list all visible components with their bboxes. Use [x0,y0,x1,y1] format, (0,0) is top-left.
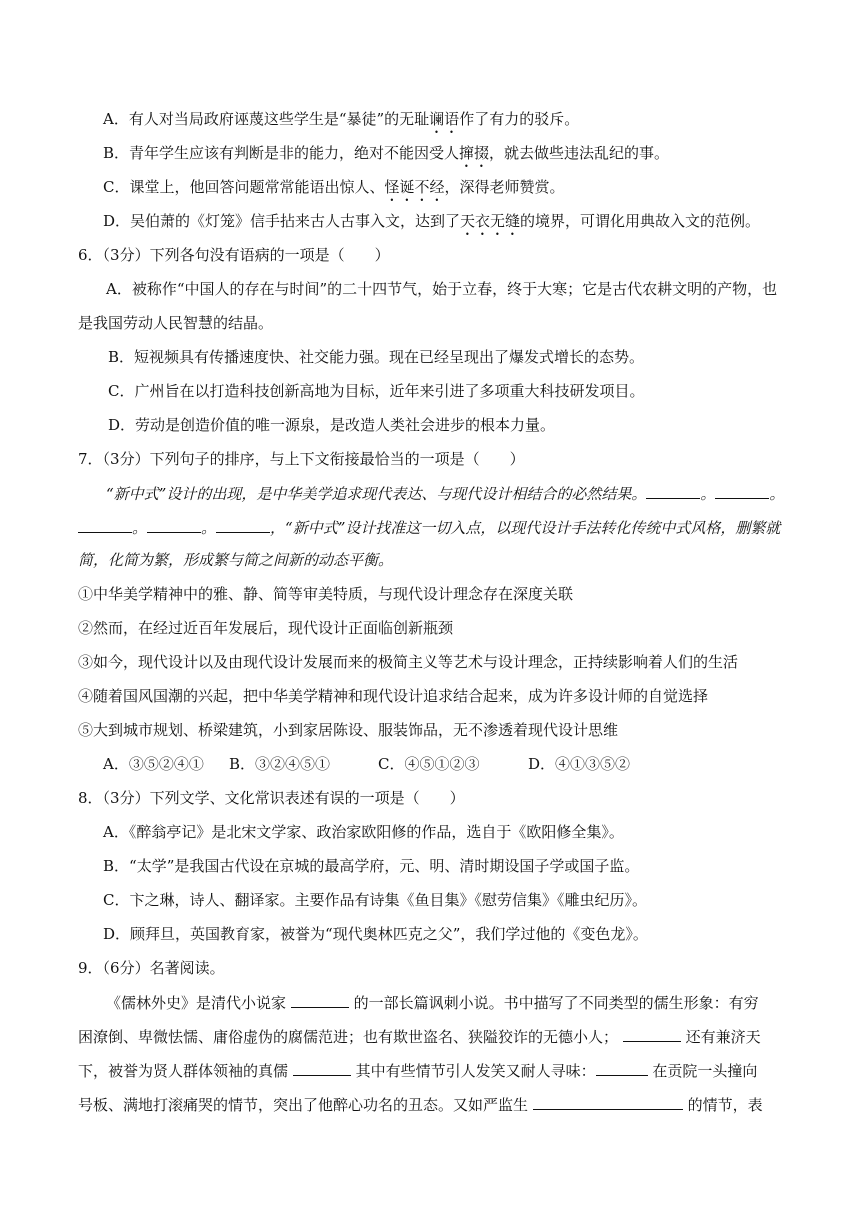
q9-stem: 9．（6分）名著阅读。 [78,959,225,977]
answer-blank[interactable] [291,992,349,1008]
q8-option-d: D．顾拜旦，英国教育家，被誉为“现代奥林匹克之父”，我们学过他的《变色龙》。 [103,925,648,943]
q6-option-c: C．广州旨在以打造科技创新高地为目标，近年来引进了多项重大科技研发项目。 [108,382,645,400]
answer-blank[interactable] [623,1026,681,1042]
answer-blank[interactable] [533,1094,683,1110]
q7-sentence-3: ③如今，现代设计以及由现代设计发展而来的极简主义等艺术与设计理念，正持续影响着人们的生活 [78,653,739,671]
q8-option-c: C．卞之琳，诗人、翻译家。主要作品有诗集《鱼目集》《慰劳信集》《雕虫纪历》。 [103,891,647,909]
q7-sentence-5: ⑤大到城市规划、桥梁建筑，小到家居陈设、服装饰品，无不渗透着现代设计思维 [78,721,619,739]
q7-passage-line-1: “新中式”设计的出现，是中华美学追求现代表达、与现代设计相结合的必然结果。 。 。 [106,485,785,503]
q9-paragraph-line-2: 困潦倒、卑微怯懦、庸俗虚伪的腐儒范进；也有欺世盗名、狭隘狡诈的无德小人； 还有兼济天 [78,1028,761,1046]
answer-blank[interactable] [596,1060,648,1076]
q7-option-d: D．④①③⑤② [528,755,631,773]
blank [147,517,201,533]
q7-option-a: A．③⑤②④① [103,755,204,773]
q5-option-a: A．有人对当局政府诬蔑这些学生是“暴徒”的无耻谰语作了有力的驳斥。 [103,110,580,128]
q6-stem: 6．（3分）下列各句没有语病的一项是（ ） [78,246,390,264]
blank [715,483,769,499]
q6-option-a: A．被称作“中国人的存在与时间”的二十四节气，始于立春，终于大寒；它是古代农耕文明的产物，也 [106,280,778,298]
q7-stem: 7．（3分）下列句子的排序，与上下文衔接最恰当的一项是（ ） [78,450,525,468]
q7-passage-line-2: 。 。 ，“新中式”设计找准这一切入点，以现代设计手法转化传统中式风格，删繁就 [78,517,780,538]
q8-option-b: B．“太学”是我国古代设在京城的最高学府，元、明、清时期设国子学或国子监。 [103,857,640,875]
q9-paragraph-line-1: 《儒林外史》是清代小说家 的一部长篇讽刺小说。书中描写了不同类型的儒生形象：有穷 [106,994,759,1012]
q5-option-d: D．吴伯萧的《灯笼》信手拈来古人古事入文，达到了天衣无缝的境界，可谓化用典故入文的范例。 [103,212,761,230]
q6-option-a-continued: 是我国劳动人民智慧的结晶。 [78,314,274,332]
q7-passage-line-3: 简，化简为繁，形成繁与简之间新的动态平衡。 [78,551,394,569]
q7-sentence-4: ④随着国风国潮的兴起，把中华美学精神和现代设计追求结合起来，成为许多设计师的自觉选择 [78,687,709,705]
blank [646,483,700,499]
q9-paragraph-line-4: 号板、满地打滚痛哭的情节，突出了他醉心功名的丑态。又如严监生 的情节，表 [78,1096,763,1114]
q7-option-b: B．③②④⑤① [229,755,331,773]
q7-sentence-1: ①中华美学精神中的雅、静、简等审美特质，与现代设计理念存在深度关联 [78,585,574,603]
q7-sentence-2: ②然而，在经过近百年发展后，现代设计正面临创新瓶颈 [78,619,454,637]
answer-blank[interactable] [293,1060,351,1076]
blank [78,517,132,533]
q6-option-b: B．短视频具有传播速度快、社交能力强。现在已经呈现出了爆发式增长的态势。 [108,348,645,366]
q7-option-c: C．④⑤①②③ [378,755,480,773]
q9-paragraph-line-3: 下，被誉为贤人群体领袖的真儒 其中有些情节引人发笑又耐人寻味： 在贡院一头撞向 [78,1062,758,1080]
q8-option-a: A．《醉翁亭记》是北宋文学家、政治家欧阳修的作品，选自于《欧阳修全集》。 [103,823,624,841]
q8-stem: 8．（3分）下列文学、文化常识表述有误的一项是（ ） [78,789,465,807]
q5-option-c: C．课堂上，他回答问题常常能语出惊人、怪诞不经，深得老师赞赏。 [103,178,565,196]
q6-option-d: D．劳动是创造价值的唯一源泉，是改造人类社会进步的根本力量。 [108,416,556,434]
q5-option-b: B．青年学生应该有判断是非的能力，绝对不能因受人撺掇，就去做些违法乱纪的事。 [103,144,670,162]
blank [216,517,270,533]
